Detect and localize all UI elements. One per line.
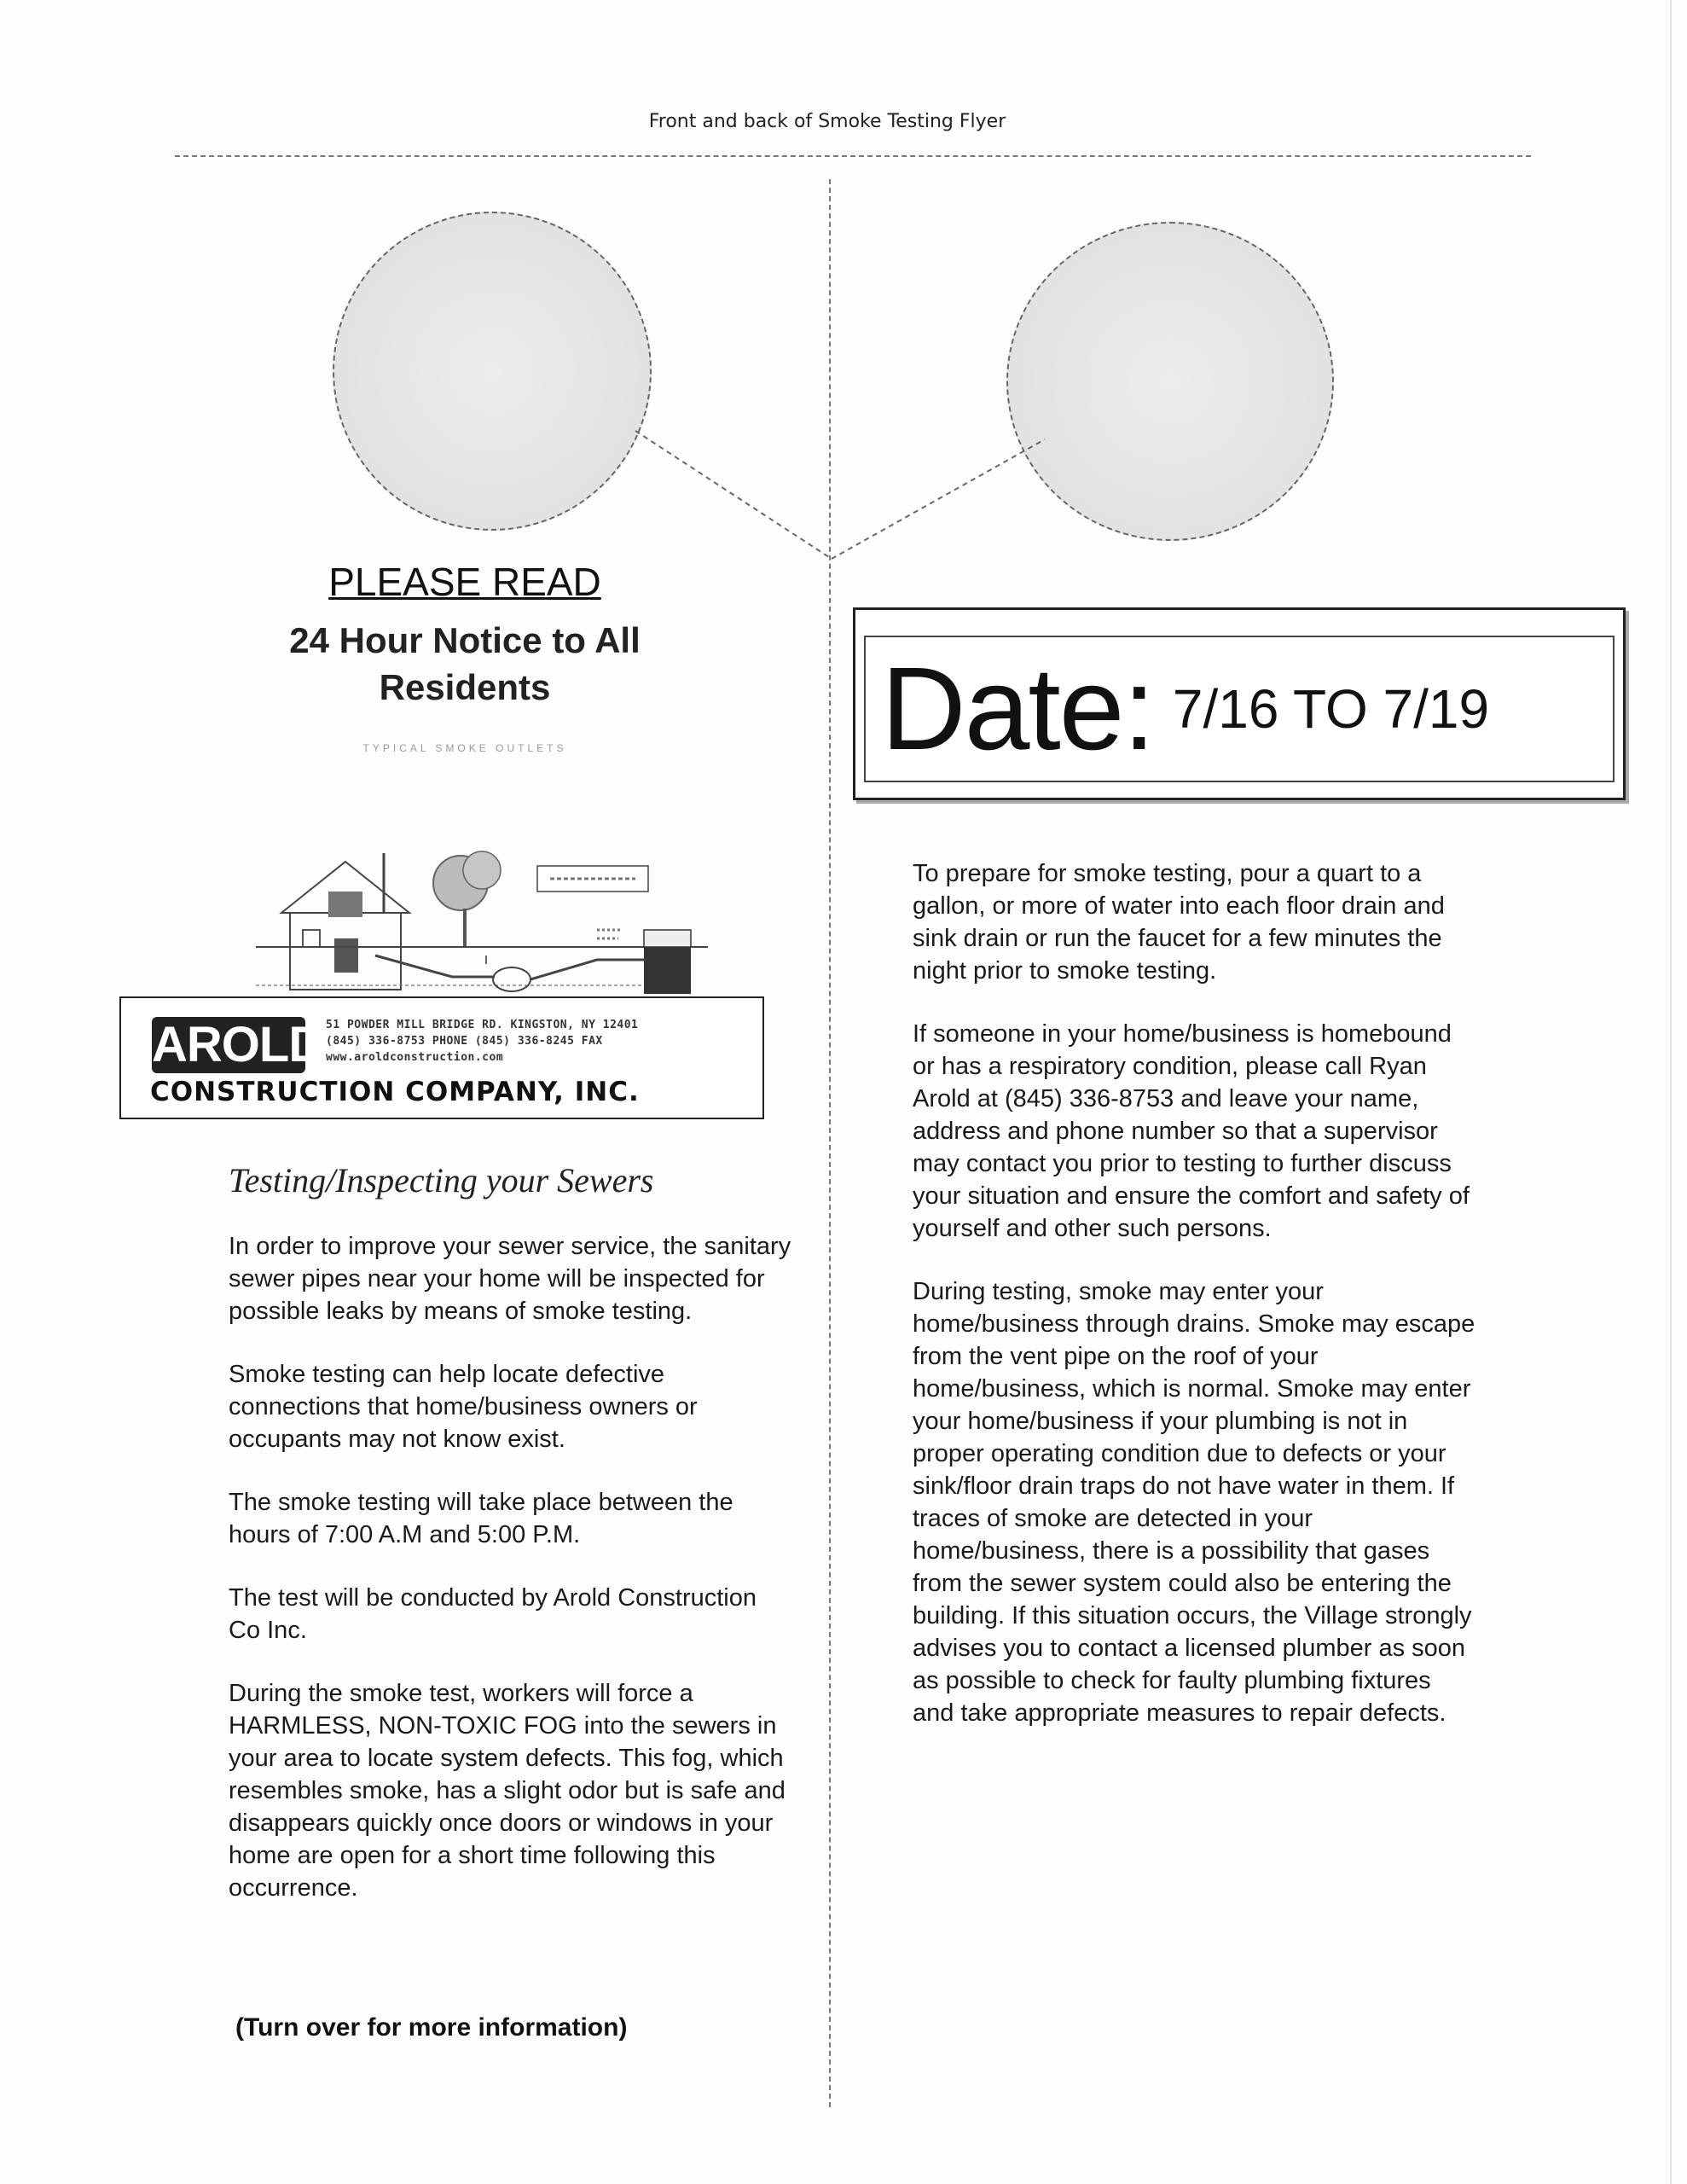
company-logo-mark: AROLD: [152, 1017, 324, 1072]
company-logo-box: [119, 996, 764, 1119]
scan-edge: [1670, 0, 1672, 2184]
page-heading: Front and back of Smoke Testing Flyer: [648, 111, 1006, 132]
company-contact: [326, 1017, 638, 1066]
front-paragraph: The smoke testing will take place between the hours of 7:00 A.M and 5:00 P.M.: [229, 1489, 733, 1548]
back-paragraph: To prepare for smoke testing, pour a quart to a gallon, or more of water into each floor drain and sink drain or run the faucet for a few minutes the night prior to smoke testing.: [913, 860, 1445, 985]
diagram-caption: TYPICAL SMOKE OUTLETS: [362, 742, 567, 754]
company-address: 51 POWDER MILL BRIDGE RD. KINGSTON, NY 12401: [326, 1019, 639, 1031]
front-paragraph: Smoke testing can help locate defective connections that home/business owners or occupants may not know exist.: [229, 1361, 698, 1453]
notice-line-2: Residents: [379, 667, 551, 708]
back-paragraph: If someone in your home/business is homebound or has a respiratory condition, please call Ryan Arold at (845) 336-8753 and leave your name, address and phone number so that a supervisor may contact you prior to testing to further discuss your situation and ensure the comfort and safety of yourself and other such persons.: [913, 1020, 1470, 1242]
section-title: Testing/Inspecting your Sewers: [229, 1161, 654, 1199]
front-paragraph: The test will be conducted by Arold Construction Co Inc.: [229, 1584, 757, 1644]
back-body: [913, 857, 1475, 1760]
front-body: [229, 1230, 791, 1935]
date-box: [853, 607, 1626, 800]
date-box-inner: [864, 636, 1615, 782]
company-website: www.aroldconstruction.com: [326, 1051, 504, 1064]
front-paragraph: In order to improve your sewer service, the sanitary sewer pipes near your home will be inspected for possible leaks by means of smoke testing.: [229, 1233, 791, 1325]
back-paragraph: During testing, smoke may enter your home/business through drains. Smoke may escape from the vent pipe on the roof of your home/business, which is normal. Smoke may enter your home/business if your plumbing is not in proper operating condition due to defects or your sink/floor drain traps do not have water in them. If traces of smoke are detected in your home/business, there is a possibility that gases from the sewer system could also be entering the building. If this situation occurs, the Village strongly advises you to contact a licensed plumber as soon as possible to check for faulty plumbing fixtures and take appropriate measures to repair defects.: [913, 1278, 1475, 1727]
company-phones: (845) 336-8753 PHONE (845) 336-8245 FAX: [326, 1035, 603, 1048]
date-value: 7/16 TO 7/19: [1172, 678, 1490, 740]
fold-line-vertical: [829, 179, 831, 2107]
please-read-heading: PLEASE READ: [328, 560, 601, 604]
date-label: Date:: [881, 643, 1154, 775]
front-paragraph: During the smoke test, workers will force a HARMLESS, NON-TOXIC FOG into the sewers in your area to locate system defects. This fog, which resembles smoke, has a slight odor but is safe and disappears quickly once doors or windows in your home are open for a short time following this occurrence.: [229, 1680, 786, 1902]
notice-line-1: 24 Hour Notice to All: [289, 620, 641, 660]
hole-punch-left: [333, 212, 652, 531]
company-name: CONSTRUCTION COMPANY, INC.: [150, 1077, 640, 1107]
house-sewer-diagram: [256, 836, 725, 1007]
notice-heading: [226, 617, 704, 712]
turn-over-note: (Turn over for more information): [235, 2013, 628, 2042]
hole-punch-right: [1006, 222, 1334, 541]
fold-line-horizontal: [175, 155, 1531, 157]
